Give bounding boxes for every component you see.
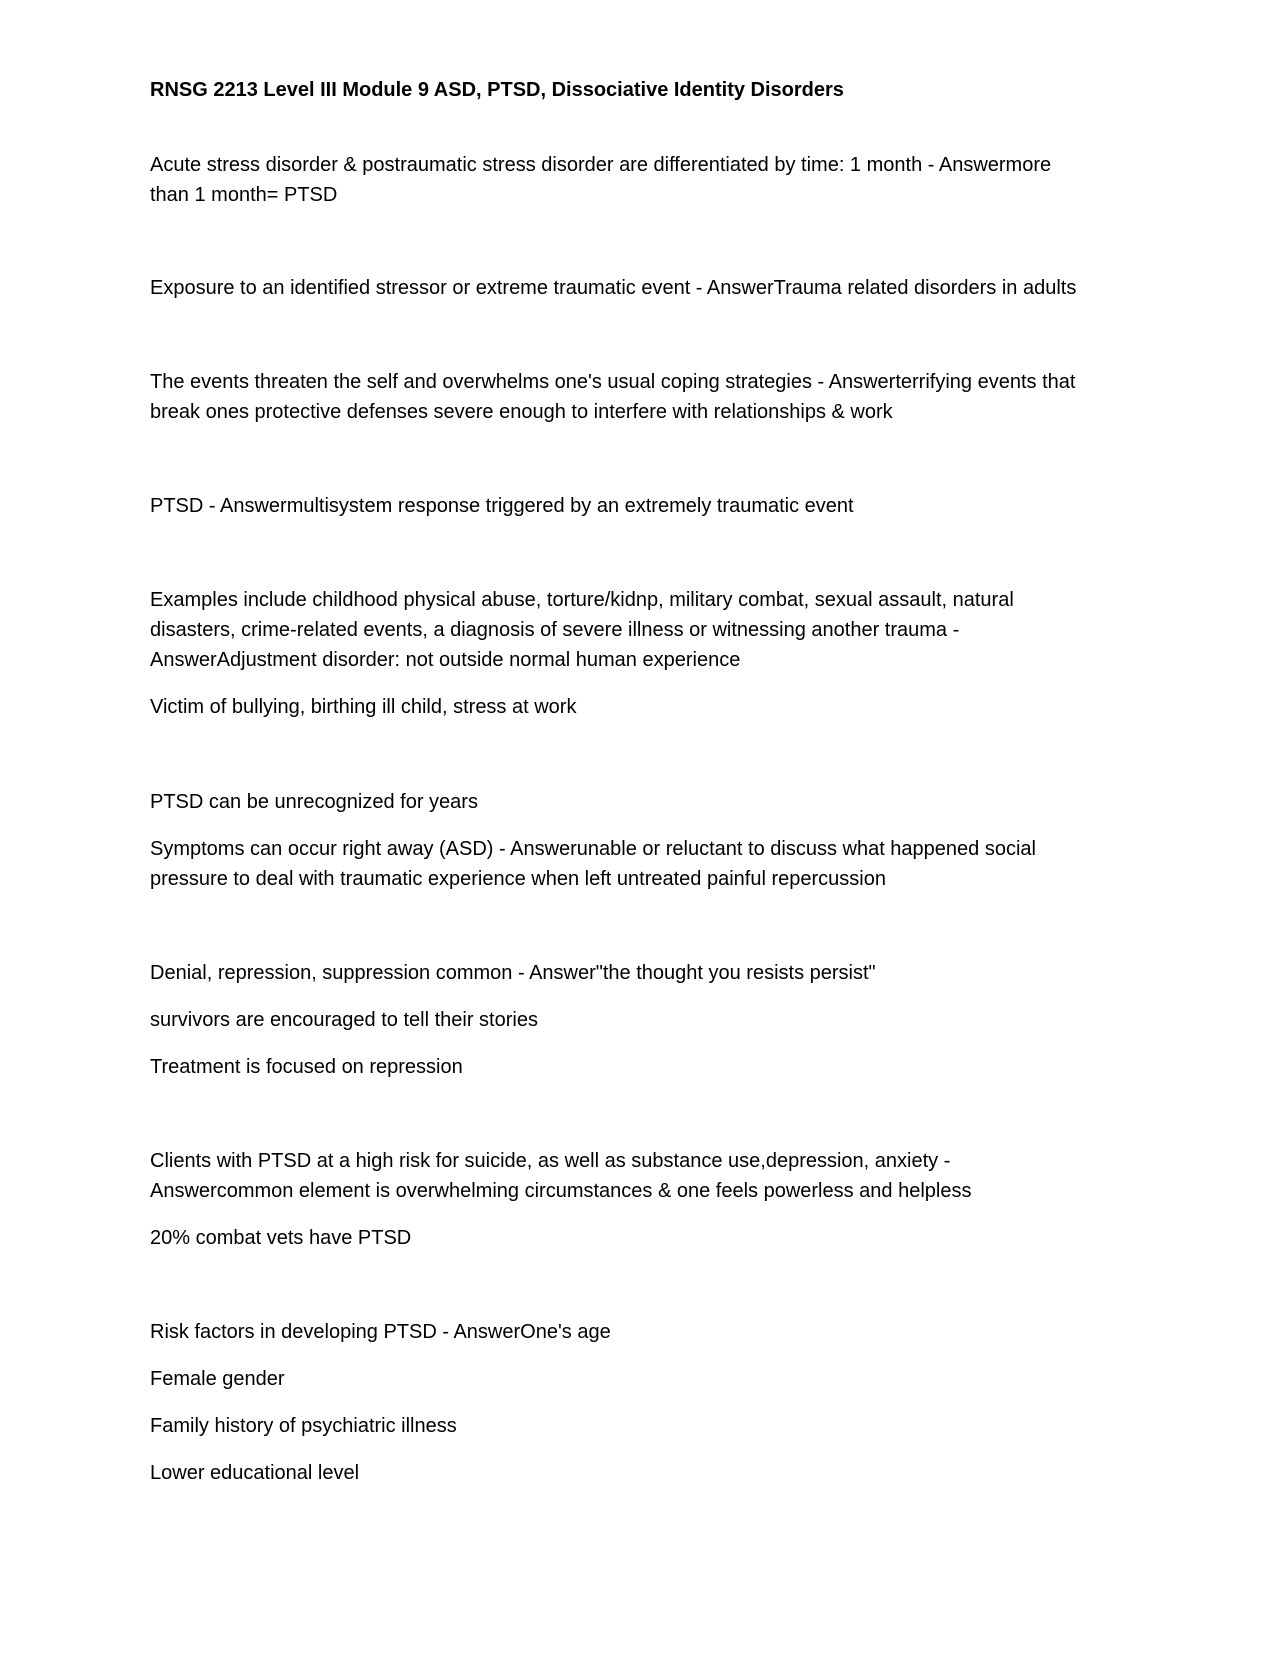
text-line: Treatment is focused on repression <box>150 1056 463 1078</box>
text-line: Lower educational level <box>150 1462 360 1484</box>
text-line: Female gender <box>150 1368 285 1390</box>
text-line: Clients with PTSD at a high risk for suicide, as well as substance use,depression, anxiety - <box>150 1150 951 1172</box>
text-line: PTSD can be unrecognized for years <box>150 791 478 813</box>
text-line: break ones protective defenses severe enough to interfere with relationships & work <box>150 401 893 423</box>
text-line: AnswerAdjustment disorder: not outside normal human experience <box>150 649 741 671</box>
text-line: disasters, crime-related events, a diagnosis of severe illness or witnessing another trauma - <box>150 619 960 641</box>
text-line: than 1 month= PTSD <box>150 184 338 206</box>
text-line: PTSD - Answermultisystem response triggered by an extremely traumatic event <box>150 495 854 517</box>
text-line: Victim of bullying, birthing ill child, stress at work <box>150 696 577 718</box>
text-line: Examples include childhood physical abuse, torture/kidnp, military combat, sexual assault, natural <box>150 589 1014 611</box>
text-line: Exposure to an identified stressor or extreme traumatic event - AnswerTrauma related disorders in adults <box>150 277 1077 299</box>
text-line: The events threaten the self and overwhelms one's usual coping strategies - Answerterrifying events that <box>150 371 1076 393</box>
text-line: Acute stress disorder & postraumatic stress disorder are differentiated by time: 1 month - Answermore <box>150 154 1052 176</box>
text-line: survivors are encouraged to tell their stories <box>150 1009 538 1031</box>
text-line: 20% combat vets have PTSD <box>150 1227 412 1249</box>
document-title: RNSG 2213 Level III Module 9 ASD, PTSD, Dissociative Identity Disorders <box>150 79 844 101</box>
text-line: pressure to deal with traumatic experience when left untreated painful repercussion <box>150 868 886 890</box>
text-line: Symptoms can occur right away (ASD) - Answerunable or reluctant to discuss what happened social <box>150 838 1036 860</box>
text-line: Family history of psychiatric illness <box>150 1415 457 1437</box>
text-line: Answercommon element is overwhelming circumstances & one feels powerless and helpless <box>150 1180 972 1202</box>
text-line: Denial, repression, suppression common - Answer"the thought you resists persist" <box>150 962 876 984</box>
text-line: Risk factors in developing PTSD - AnswerOne's age <box>150 1321 611 1343</box>
